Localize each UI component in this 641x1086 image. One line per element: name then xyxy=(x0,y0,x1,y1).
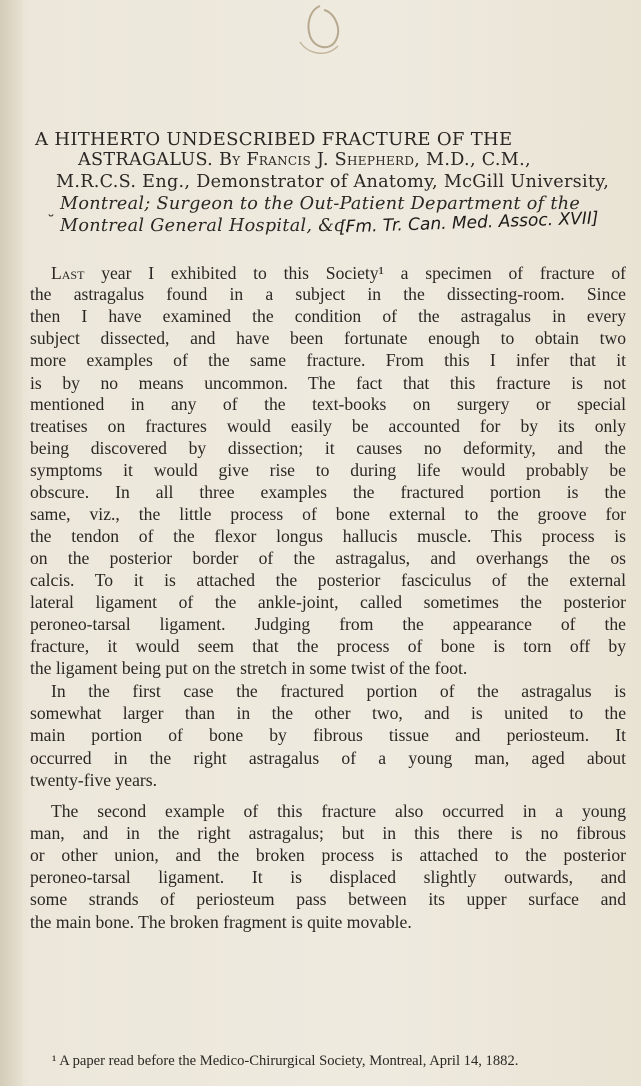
author-byline: By Francis J. Shepherd, M.D., C.M., xyxy=(218,150,531,170)
author-credentials: M.R.C.S. Eng., Demonstrator of Anatomy, McGill University, xyxy=(56,172,610,192)
body-line: symptoms it would give rise to during life would probably be xyxy=(30,460,626,480)
body-line: then I have examined the condition of the astragalus in every xyxy=(30,306,626,326)
body-line: occurred in the right astragalus of a young man, aged about xyxy=(30,748,626,768)
body-line: more examples of the same fracture. From this I infer that it xyxy=(30,350,626,370)
body-line: peroneo-tarsal ligament. Judging from the appearance of the xyxy=(30,614,626,634)
article-title-line1: A HITHERTO UNDESCRIBED FRACTURE OF THE xyxy=(35,129,513,150)
body-line: the tendon of the flexor longus hallucis muscle. This process is xyxy=(30,526,626,546)
body-line: lateral ligament of the ankle-joint, called sometimes the posterior xyxy=(30,592,626,612)
article-title-word: ASTRAGALUS. xyxy=(78,150,214,170)
body-line: subject dissected, and have been fortunate enough to obtain two xyxy=(30,328,626,348)
author-affiliation: Montreal; Surgeon to the Out-Patient Department of the xyxy=(60,194,581,214)
body-line: man, and in the right astragalus; but in this there is no fibrous xyxy=(30,823,626,843)
body-line: being discovered by dissection; it causes no deformity, and the xyxy=(30,438,626,458)
body-line: the main bone. The broken fragment is quite movable. xyxy=(30,912,412,932)
body-line: the astragalus found in a subject in the dissecting-room. Since xyxy=(30,284,626,304)
ink-mark-icon xyxy=(290,2,346,60)
body-line: Last year I exhibited to this Society¹ a specimen of fracture of xyxy=(51,263,626,283)
body-line: peroneo-tarsal ligament. It is displaced slightly outwards, and xyxy=(30,867,626,887)
pencil-tick-icon: ˘ xyxy=(47,212,55,231)
body-line: twenty-five years. xyxy=(30,770,158,790)
body-line: mentioned in any of the text-books on surgery or special xyxy=(30,394,626,414)
body-line: fracture, it would seem that the process of bone is torn off by xyxy=(30,636,626,656)
body-line: the ligament being put on the stretch in some twist of the foot. xyxy=(30,658,468,678)
author-hospital: Montreal General Hospital, &c. xyxy=(60,216,351,236)
body-line: main portion of bone by fibrous tissue and periosteum. It xyxy=(30,725,626,745)
footnote: ¹ A paper read before the Medico-Chirurgical Society, Montreal, April 14, 1882. xyxy=(52,1053,519,1069)
article-title-line2 xyxy=(78,150,531,170)
body-line: is by no means uncommon. The fact that this fracture is not xyxy=(30,373,626,393)
body-line: or other union, and the broken process is attached to the posterior xyxy=(30,845,626,865)
body-line: The second example of this fracture also occurred in a young xyxy=(51,801,626,821)
body-line: some strands of periosteum pass between its upper surface and xyxy=(30,889,626,909)
page-gutter-shadow xyxy=(0,0,22,1086)
handwritten-annotation: [Fm. Tr. Can. Med. Assoc. XVII] xyxy=(338,208,599,238)
body-line: on the posterior border of the astragalus, and overhangs the os xyxy=(30,548,626,568)
body-line: In the first case the fractured portion of the astragalus is xyxy=(51,681,626,701)
body-line: calcis. To it is attached the posterior fasciculus of the external xyxy=(30,570,626,590)
body-line: somewhat larger than in the other two, and is united to the xyxy=(30,703,626,723)
body-line: treatises on fractures would easily be accounted for by its only xyxy=(30,416,626,436)
body-line: same, viz., the little process of bone external to the groove for xyxy=(30,504,626,524)
body-line: obscure. In all three examples the fractured portion is the xyxy=(30,482,626,502)
